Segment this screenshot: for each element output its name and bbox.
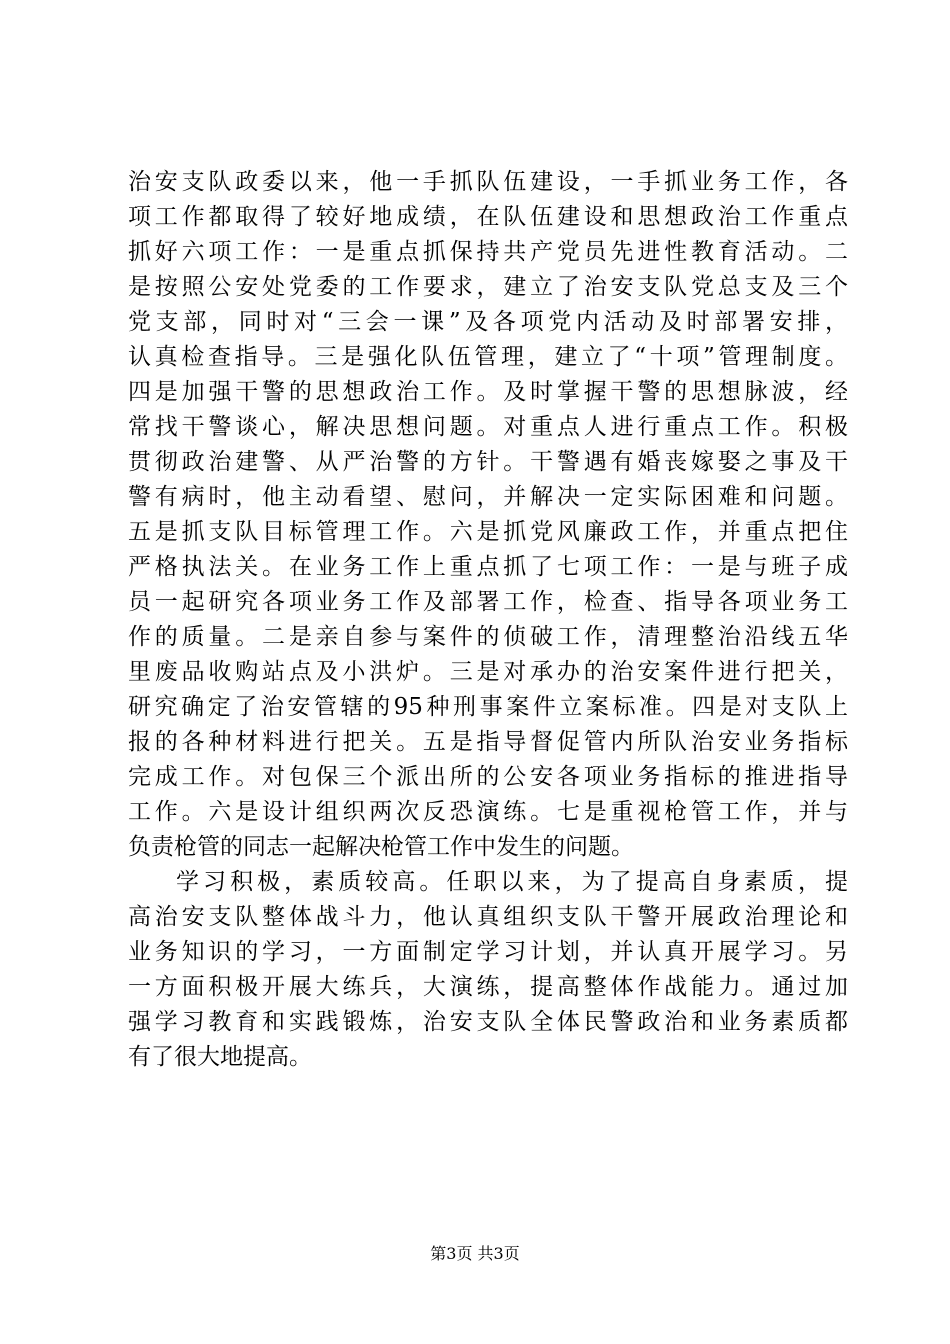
page-footer: [0, 1244, 950, 1264]
paragraph-1-line: 报的各种材料进行把关。五是指导督促管内所队治安业务指标: [128, 729, 848, 755]
body-text: [128, 165, 848, 1075]
paragraph-1-line: 员一起研究各项业务工作及部署工作，检查、指导各项业务工: [128, 589, 848, 615]
paragraph-2-line: 业务知识的学习，一方面制定学习计划，并认真开展学习。另: [128, 939, 848, 965]
paragraph-1-line: 负责枪管的同志一起解决枪管工作中发生的问题。: [128, 834, 634, 860]
paragraph-1-line: 治安支队政委以来，他一手抓队伍建设，一手抓业务工作，各: [128, 169, 848, 195]
paragraph-1-line: 完成工作。对包保三个派出所的公安各项业务指标的推进指导: [128, 764, 848, 790]
paragraph-1-line: 认真检查指导。三是强化队伍管理，建立了“十项”管理制度。: [128, 344, 848, 370]
paragraph-1-line: 抓好六项工作：一是重点抓保持共产党员先进性教育活动。二: [128, 239, 848, 265]
paragraph-1-line: 工作。六是设计组织两次反恐演练。七是重视枪管工作，并与: [128, 799, 848, 825]
paragraph-1-line: 严格执法关。在业务工作上重点抓了七项工作：一是与班子成: [128, 554, 848, 580]
paragraph-1-line: 贯彻政治建警、从严治警的方针。干警遇有婚丧嫁娶之事及干: [128, 449, 848, 475]
paragraph-1-line: 警有病时，他主动看望、慰问，并解决一定实际困难和问题。: [128, 484, 848, 510]
paragraph-1-line: 研究确定了治安管辖的95种刑事案件立案标准。四是对支队上: [128, 694, 848, 720]
paragraph-2-line: 学习积极，素质较高。任职以来，为了提高自身素质，提: [176, 869, 848, 895]
paragraph-1-line: 里废品收购站点及小洪炉。三是对承办的治安案件进行把关，: [128, 659, 848, 685]
paragraph-2-line: 高治安支队整体战斗力，他认真组织支队干警开展政治理论和: [128, 904, 848, 930]
paragraph-1-line: 作的质量。二是亲自参与案件的侦破工作，清理整治沿线五华: [128, 624, 848, 650]
paragraph-2-line: 有了很大地提高。: [128, 1044, 312, 1070]
paragraph-1-line: 是按照公安处党委的工作要求，建立了治安支队党总支及三个: [128, 274, 848, 300]
paragraph-2-line: 强学习教育和实践锻炼，治安支队全体民警政治和业务素质都: [128, 1009, 848, 1035]
page-number: 第3页 共3页: [430, 1244, 520, 1263]
paragraph-1-line: 党支部，同时对“三会一课”及各项党内活动及时部署安排，: [128, 309, 848, 335]
paragraph-2-line: 一方面积极开展大练兵，大演练，提高整体作战能力。通过加: [128, 974, 848, 1000]
paragraph-1-line: 四是加强干警的思想政治工作。及时掌握干警的思想脉波，经: [128, 379, 848, 405]
paragraph-1-line: 项工作都取得了较好地成绩，在队伍建设和思想政治工作重点: [128, 204, 848, 230]
paragraph-1-line: 五是抓支队目标管理工作。六是抓党风廉政工作，并重点把住: [128, 519, 848, 545]
paragraph-1-line: 常找干警谈心，解决思想问题。对重点人进行重点工作。积极: [128, 414, 848, 440]
